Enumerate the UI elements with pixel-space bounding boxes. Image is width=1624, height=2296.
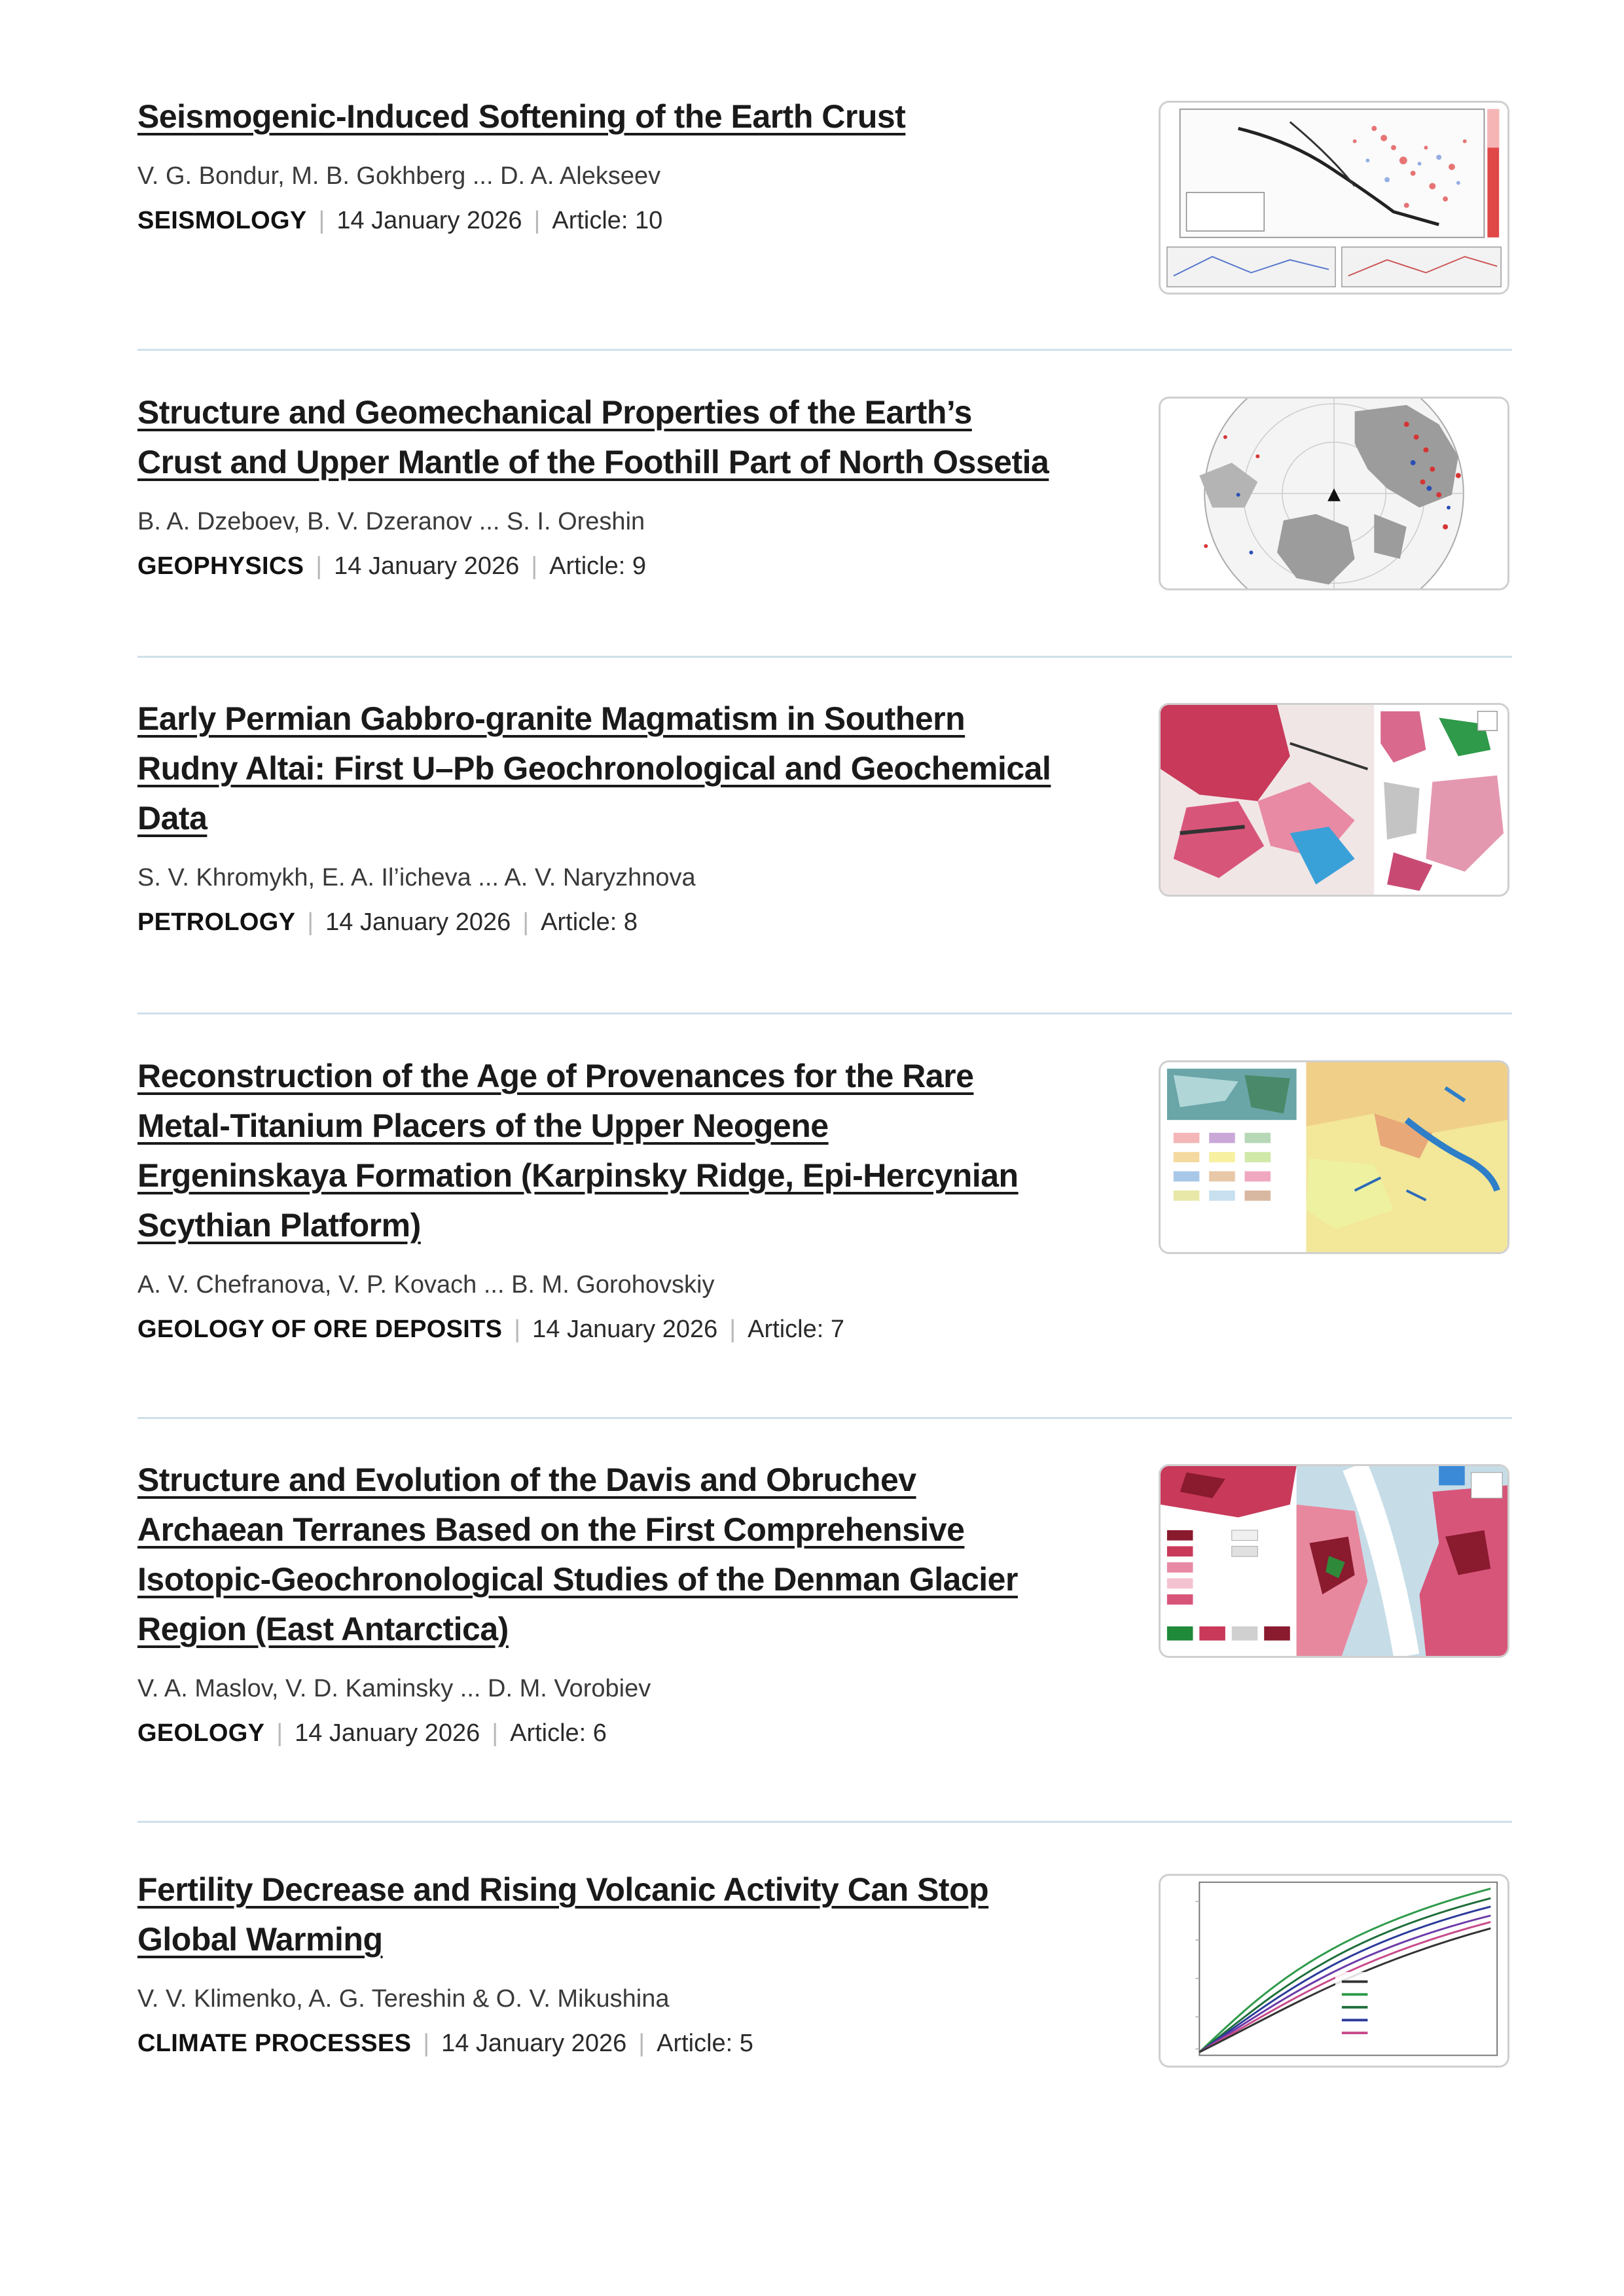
- article-text: [137, 694, 1159, 939]
- subject-link[interactable]: CLIMATE PROCESSES: [137, 2030, 412, 2057]
- meta-separator: |: [533, 207, 541, 234]
- article-text: [137, 1051, 1159, 1346]
- meta-separator: |: [316, 552, 323, 580]
- title-line: Metal-Titanium Placers of the Upper Neogene: [137, 1107, 829, 1144]
- article-divider: [137, 1821, 1512, 1823]
- article-text: [137, 387, 1159, 583]
- meta-separator: |: [638, 2030, 645, 2057]
- title-line: Crust and Upper Mantle of the Foothill Part of North Ossetia: [137, 444, 1049, 480]
- meta-separator: |: [492, 1719, 499, 1747]
- article-thumbnail[interactable]: [1159, 1060, 1509, 1254]
- meta-separator: |: [729, 1316, 736, 1343]
- article-authors: V. A. Maslov, V. D. Kaminsky ... D. M. Vorobiev: [137, 1675, 651, 1702]
- article-meta: [137, 204, 1159, 237]
- article-divider: [137, 656, 1512, 658]
- title-line: Reconstruction of the Age of Provenances for the Rare: [137, 1058, 974, 1094]
- article-authors: B. A. Dzeboev, B. V. Dzeranov ... S. I. Oreshin: [137, 508, 645, 535]
- title-line: Isotopic-Geochronological Studies of the Denman Glacier: [137, 1561, 1018, 1598]
- article-title-link[interactable]: [137, 92, 1159, 141]
- article-meta: [137, 1313, 1159, 1346]
- publication-date: 14 January 2026: [325, 908, 511, 936]
- subject-link[interactable]: GEOLOGY OF ORE DEPOSITS: [137, 1316, 503, 1343]
- publication-date: 14 January 2026: [441, 2030, 627, 2057]
- article-meta: [137, 1717, 1159, 1749]
- publication-date: 14 January 2026: [336, 207, 522, 234]
- article-meta: [137, 906, 1159, 939]
- subject-link[interactable]: PETROLOGY: [137, 908, 296, 936]
- meta-separator: |: [522, 908, 530, 936]
- article-divider: [137, 1417, 1512, 1419]
- title-line: Rudny Altai: First U–Pb Geochronological and Geochemical: [137, 750, 1051, 787]
- glacier-map-figure-icon: [1161, 1466, 1507, 1656]
- article-number: Article: 9: [549, 552, 646, 580]
- article-text: [137, 1865, 1159, 2060]
- subject-link[interactable]: GEOLOGY: [137, 1719, 265, 1747]
- article-text: [137, 1455, 1159, 1749]
- article-text: [137, 92, 1159, 237]
- publication-date: 14 January 2026: [334, 552, 520, 580]
- publication-date: 14 January 2026: [532, 1316, 718, 1343]
- article-thumbnail[interactable]: [1159, 1874, 1509, 2068]
- title-line: Early Permian Gabbro-granite Magmatism in Southern: [137, 700, 965, 737]
- article-authors: A. V. Chefranova, V. P. Kovach ... B. M. Gorohovskiy: [137, 1271, 715, 1299]
- line-chart-figure-icon: [1161, 1876, 1507, 2066]
- title-line: Structure and Geomechanical Properties of the Earth’s: [137, 394, 972, 431]
- title-line: Global Warming: [137, 1921, 383, 1958]
- subject-link[interactable]: GEOPHYSICS: [137, 552, 304, 580]
- seismic-map-figure-icon: [1161, 103, 1507, 293]
- article-authors: V. G. Bondur, M. B. Gokhberg ... D. A. Alekseev: [137, 162, 661, 190]
- article-number: Article: 8: [541, 908, 638, 936]
- subject-link[interactable]: SEISMOLOGY: [137, 207, 307, 234]
- article-number: Article: 6: [510, 1719, 607, 1747]
- meta-separator: |: [514, 1316, 521, 1343]
- article-title-link[interactable]: [137, 1455, 1159, 1654]
- publication-date: 14 January 2026: [295, 1719, 480, 1747]
- article-title-link[interactable]: [137, 1051, 1159, 1250]
- title-line: Ergeninskaya Formation (Karpinsky Ridge, Epi-Hercynian: [137, 1157, 1019, 1194]
- article-title-link[interactable]: [137, 694, 1159, 843]
- article-divider: [137, 349, 1512, 351]
- geologic-map-figure-icon: [1161, 705, 1507, 895]
- article-thumbnail[interactable]: [1159, 1464, 1509, 1658]
- meta-separator: |: [531, 552, 538, 580]
- article-title-link[interactable]: [137, 1865, 1159, 1964]
- article-authors: V. V. Klimenko, A. G. Tereshin & O. V. Mikushina: [137, 1985, 670, 2013]
- meta-separator: |: [318, 207, 325, 234]
- article-meta: [137, 2027, 1159, 2060]
- regional-map-figure-icon: [1161, 1062, 1507, 1252]
- article-number: Article: 10: [552, 207, 663, 234]
- article-thumbnail[interactable]: [1159, 101, 1509, 295]
- meta-separator: |: [423, 2030, 430, 2057]
- article-authors: S. V. Khromykh, E. A. Il’icheva ... A. V. Naryzhnova: [137, 864, 696, 891]
- article-number: Article: 5: [657, 2030, 753, 2057]
- article-thumbnail[interactable]: [1159, 397, 1509, 590]
- title-line: Fertility Decrease and Rising Volcanic Activity Can Stop: [137, 1871, 989, 1908]
- article-number: Article: 7: [748, 1316, 844, 1343]
- article-title-link[interactable]: [137, 387, 1159, 487]
- article-divider: [137, 1013, 1512, 1014]
- title-line: Structure and Evolution of the Davis and Obruchev: [137, 1462, 916, 1498]
- title-line: Seismogenic-Induced Softening of the Earth Crust: [137, 98, 906, 135]
- meta-separator: |: [307, 908, 314, 936]
- title-line: Data: [137, 800, 208, 836]
- polar-globe-figure-icon: [1161, 399, 1507, 588]
- article-thumbnail[interactable]: [1159, 703, 1509, 897]
- article-meta: [137, 550, 1159, 583]
- title-line: Scythian Platform): [137, 1207, 421, 1244]
- title-line: Region (East Antarctica): [137, 1611, 509, 1647]
- title-line: Archaean Terranes Based on the First Comprehensive: [137, 1511, 965, 1548]
- meta-separator: |: [276, 1719, 283, 1747]
